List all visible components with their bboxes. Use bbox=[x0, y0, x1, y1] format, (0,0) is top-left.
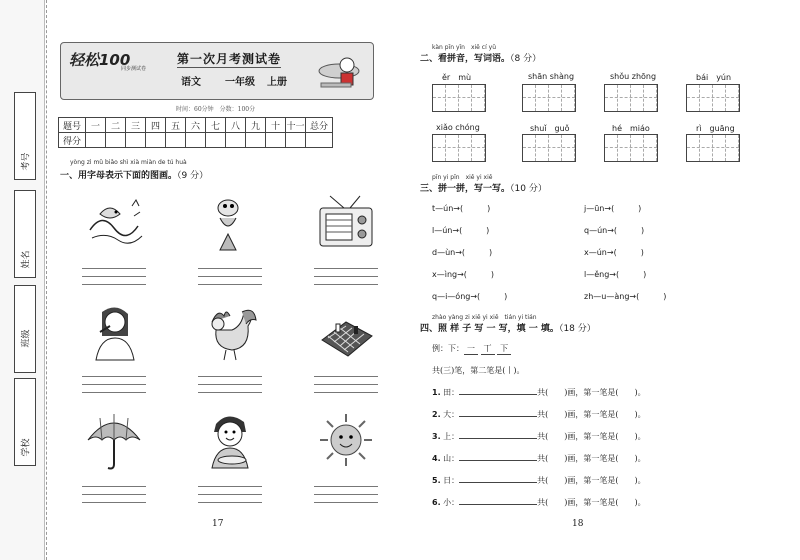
answer-line[interactable] bbox=[314, 284, 378, 285]
item-tail[interactable]: 共( )画，第一笔是( )。 bbox=[537, 388, 646, 397]
binding-strip bbox=[0, 0, 45, 560]
score-input-cell[interactable] bbox=[106, 133, 126, 148]
section4-points: （18 分） bbox=[558, 324, 596, 334]
score-input-cell[interactable] bbox=[306, 133, 333, 148]
stroke-answer-blank[interactable] bbox=[459, 394, 537, 395]
volume-label: 上册 bbox=[267, 77, 287, 88]
item-number: 2. bbox=[432, 410, 441, 419]
item-number: 6. bbox=[432, 498, 441, 507]
section3-title bbox=[420, 181, 547, 194]
grade-label: 一年级 bbox=[225, 77, 255, 88]
score-cell: 九 bbox=[246, 118, 266, 133]
stroke-item bbox=[432, 475, 646, 486]
answer-line[interactable] bbox=[314, 276, 378, 277]
mascot-illustration bbox=[313, 49, 367, 93]
section2-pinyin: kàn pīn yīn xiě cí yǔ bbox=[432, 44, 497, 51]
section3-pinyin: pīn yi pīn xiě yi xiě bbox=[432, 174, 493, 181]
answer-line[interactable] bbox=[82, 486, 146, 487]
example-line: 共(三)笔，第二笔是(丨)。 bbox=[432, 366, 525, 375]
score-cell: 七 bbox=[206, 118, 226, 133]
binding-cut-line bbox=[46, 0, 47, 560]
item-char: 上： bbox=[443, 432, 460, 441]
score-cell: 四 bbox=[146, 118, 166, 133]
score-cell: 三 bbox=[126, 118, 146, 133]
answer-line[interactable] bbox=[198, 268, 262, 269]
example-stroke: 丅 bbox=[481, 343, 495, 355]
answer-line[interactable] bbox=[314, 376, 378, 377]
fish-picture bbox=[198, 192, 262, 252]
answer-line[interactable] bbox=[82, 494, 146, 495]
spell-item[interactable]: t—ún→( ) bbox=[432, 204, 491, 213]
item-number: 1. bbox=[432, 388, 441, 397]
writing-grid[interactable] bbox=[604, 134, 658, 162]
section3-points: （10 分） bbox=[510, 184, 547, 194]
school-box bbox=[14, 378, 36, 466]
word-pinyin: hé miáo bbox=[612, 124, 650, 133]
score-input-cell[interactable] bbox=[226, 133, 246, 148]
word-pinyin: shān shàng bbox=[528, 72, 575, 81]
sun-picture bbox=[314, 410, 378, 470]
name-box bbox=[14, 190, 36, 278]
score-input-cell[interactable] bbox=[126, 133, 146, 148]
answer-line[interactable] bbox=[198, 276, 262, 277]
answer-line[interactable] bbox=[314, 268, 378, 269]
rooster-picture bbox=[198, 302, 262, 362]
item-tail[interactable]: 共( )画，第一笔是( )。 bbox=[537, 476, 646, 485]
section1-pinyin: yòng zì mǔ biǎo shì xià miàn de tú huà bbox=[70, 159, 187, 166]
river-fish-picture bbox=[82, 192, 146, 252]
exam-header bbox=[60, 42, 374, 100]
spell-item[interactable]: x—ìng→( ) bbox=[432, 270, 495, 279]
exam-title: 第一次月考测试卷 bbox=[177, 52, 282, 66]
umbrella-picture bbox=[82, 410, 146, 470]
section4-pinyin: zhào yàng zi xiě yi xiě tián yi tián bbox=[432, 314, 537, 321]
word-pinyin: bái yún bbox=[696, 73, 732, 82]
answer-line[interactable] bbox=[82, 268, 146, 269]
stroke-answer-blank[interactable] bbox=[459, 460, 537, 461]
item-tail[interactable]: 共( )画，第一笔是( )。 bbox=[537, 454, 646, 463]
stroke-answer-blank[interactable] bbox=[459, 416, 537, 417]
score-cell: 二 bbox=[106, 118, 126, 133]
item-tail[interactable]: 共( )画，第一笔是( )。 bbox=[537, 410, 646, 419]
writing-grid[interactable] bbox=[686, 134, 740, 162]
section4-title bbox=[420, 321, 596, 334]
title-rule bbox=[177, 67, 281, 68]
answer-line[interactable] bbox=[82, 502, 146, 503]
score-input-cell[interactable] bbox=[186, 133, 206, 148]
score-input-cell[interactable] bbox=[266, 133, 286, 148]
time-info: 时间：60分钟 分数：100分 bbox=[176, 106, 256, 113]
score-cell: 五 bbox=[166, 118, 186, 133]
score-cell: 一 bbox=[86, 118, 106, 133]
section2-title-text: 二、看拼音，写词语。 bbox=[420, 54, 511, 64]
item-char: 田： bbox=[443, 388, 460, 397]
score-cell: 得分 bbox=[59, 133, 86, 148]
boy-eating-picture bbox=[198, 410, 262, 470]
score-input-cell[interactable] bbox=[86, 133, 106, 148]
section1-points: （9 分） bbox=[177, 171, 209, 181]
word-pinyin: shuǐ guǒ bbox=[530, 124, 570, 133]
section2-title bbox=[420, 51, 541, 64]
score-input-cell[interactable] bbox=[206, 133, 226, 148]
radio-picture bbox=[314, 192, 378, 252]
chessboard-picture bbox=[314, 302, 378, 362]
word-pinyin: ěr mù bbox=[442, 73, 472, 82]
stroke-answer-blank[interactable] bbox=[459, 504, 537, 505]
stroke-item bbox=[432, 497, 646, 508]
item-number: 3. bbox=[432, 432, 441, 441]
score-table bbox=[58, 117, 333, 148]
spell-item[interactable]: l—ún→( ) bbox=[432, 226, 490, 235]
section1-title bbox=[60, 168, 208, 181]
score-input-cell[interactable] bbox=[166, 133, 186, 148]
spell-item[interactable]: x—ún→( ) bbox=[584, 248, 644, 257]
answer-line[interactable] bbox=[314, 494, 378, 495]
item-char: 小： bbox=[443, 498, 460, 507]
example-row bbox=[432, 343, 511, 355]
example-stroke: 下 bbox=[497, 343, 511, 355]
answer-line[interactable] bbox=[314, 502, 378, 503]
spell-item[interactable]: d—ùn→( ) bbox=[432, 248, 493, 257]
brand-logo: 轻松100 bbox=[69, 51, 131, 69]
writing-grid[interactable] bbox=[522, 134, 576, 162]
spell-item[interactable]: zh—u—àng→( ) bbox=[584, 292, 667, 301]
brand-logo-sub: 同步测试卷 bbox=[121, 66, 147, 72]
answer-line[interactable] bbox=[314, 486, 378, 487]
score-cell: 题号 bbox=[59, 118, 86, 133]
section3-title-text: 三、拼一拼，写一写。 bbox=[420, 184, 511, 194]
score-table-header-row bbox=[59, 118, 333, 133]
page-number-left: 17 bbox=[212, 519, 224, 529]
subject-label: 语文 bbox=[181, 77, 201, 88]
score-cell: 八 bbox=[226, 118, 246, 133]
class-label: 班级 bbox=[21, 329, 32, 348]
girl-eating-picture bbox=[82, 302, 146, 362]
answer-line[interactable] bbox=[82, 276, 146, 277]
spell-item[interactable]: q—ún→( ) bbox=[584, 226, 645, 235]
student-id-label: 考号 bbox=[21, 152, 32, 171]
score-cell: 十 bbox=[266, 118, 286, 133]
answer-line[interactable] bbox=[198, 486, 262, 487]
score-input-cell[interactable] bbox=[286, 133, 306, 148]
score-table-score-row bbox=[59, 133, 333, 148]
spell-item[interactable]: j—ūn→( ) bbox=[584, 204, 642, 213]
answer-line[interactable] bbox=[198, 284, 262, 285]
stroke-item bbox=[432, 431, 646, 442]
school-label: 学校 bbox=[21, 438, 32, 457]
item-number: 4. bbox=[432, 454, 441, 463]
answer-line[interactable] bbox=[198, 494, 262, 495]
score-cell: 总分 bbox=[306, 118, 333, 133]
item-char: 大： bbox=[443, 410, 460, 419]
stroke-item bbox=[432, 409, 646, 420]
word-pinyin: shǒu zhōng bbox=[610, 72, 657, 81]
item-tail[interactable]: 共( )画，第一笔是( )。 bbox=[537, 498, 646, 507]
writing-grid[interactable] bbox=[432, 84, 486, 112]
answer-line[interactable] bbox=[198, 502, 262, 503]
answer-line[interactable] bbox=[82, 384, 146, 385]
class-box bbox=[14, 285, 36, 373]
answer-line[interactable] bbox=[198, 376, 262, 377]
writing-grid[interactable] bbox=[604, 84, 658, 112]
answer-line[interactable] bbox=[82, 392, 146, 393]
stroke-answer-blank[interactable] bbox=[459, 482, 537, 483]
section2-points: （8 分） bbox=[510, 54, 542, 64]
score-cell: 六 bbox=[186, 118, 206, 133]
answer-line[interactable] bbox=[82, 376, 146, 377]
answer-line[interactable] bbox=[314, 384, 378, 385]
example-label: 例：下： bbox=[432, 344, 464, 353]
item-char: 山： bbox=[443, 454, 460, 463]
name-label: 姓名 bbox=[21, 250, 32, 269]
stroke-answer-blank[interactable] bbox=[459, 438, 537, 439]
answer-line[interactable] bbox=[198, 384, 262, 385]
item-char: 日： bbox=[443, 476, 460, 485]
section1-title-text: 一、用字母表示下面的图画。 bbox=[60, 171, 178, 181]
writing-grid[interactable] bbox=[686, 84, 740, 112]
score-input-cell[interactable] bbox=[146, 133, 166, 148]
spell-item[interactable]: l—ěng→( ) bbox=[584, 270, 647, 279]
writing-grid[interactable] bbox=[432, 134, 486, 162]
example-stroke: 一 bbox=[464, 343, 478, 355]
stroke-item bbox=[432, 387, 646, 398]
page-number-right: 18 bbox=[572, 519, 584, 529]
score-input-cell[interactable] bbox=[246, 133, 266, 148]
answer-line[interactable] bbox=[198, 392, 262, 393]
item-number: 5. bbox=[432, 476, 441, 485]
spell-item[interactable]: q—i—óng→( ) bbox=[432, 292, 508, 301]
section4-title-text: 四、照 样 子 写 一 写，填 一 填。 bbox=[420, 324, 559, 334]
word-pinyin: rì guāng bbox=[696, 124, 735, 133]
word-pinyin: xiǎo chóng bbox=[436, 123, 480, 132]
score-cell: 十一 bbox=[286, 118, 306, 133]
item-tail[interactable]: 共( )画，第一笔是( )。 bbox=[537, 432, 646, 441]
writing-grid[interactable] bbox=[522, 84, 576, 112]
answer-line[interactable] bbox=[82, 284, 146, 285]
answer-line[interactable] bbox=[314, 392, 378, 393]
stroke-item bbox=[432, 453, 646, 464]
student-id-box bbox=[14, 92, 36, 180]
